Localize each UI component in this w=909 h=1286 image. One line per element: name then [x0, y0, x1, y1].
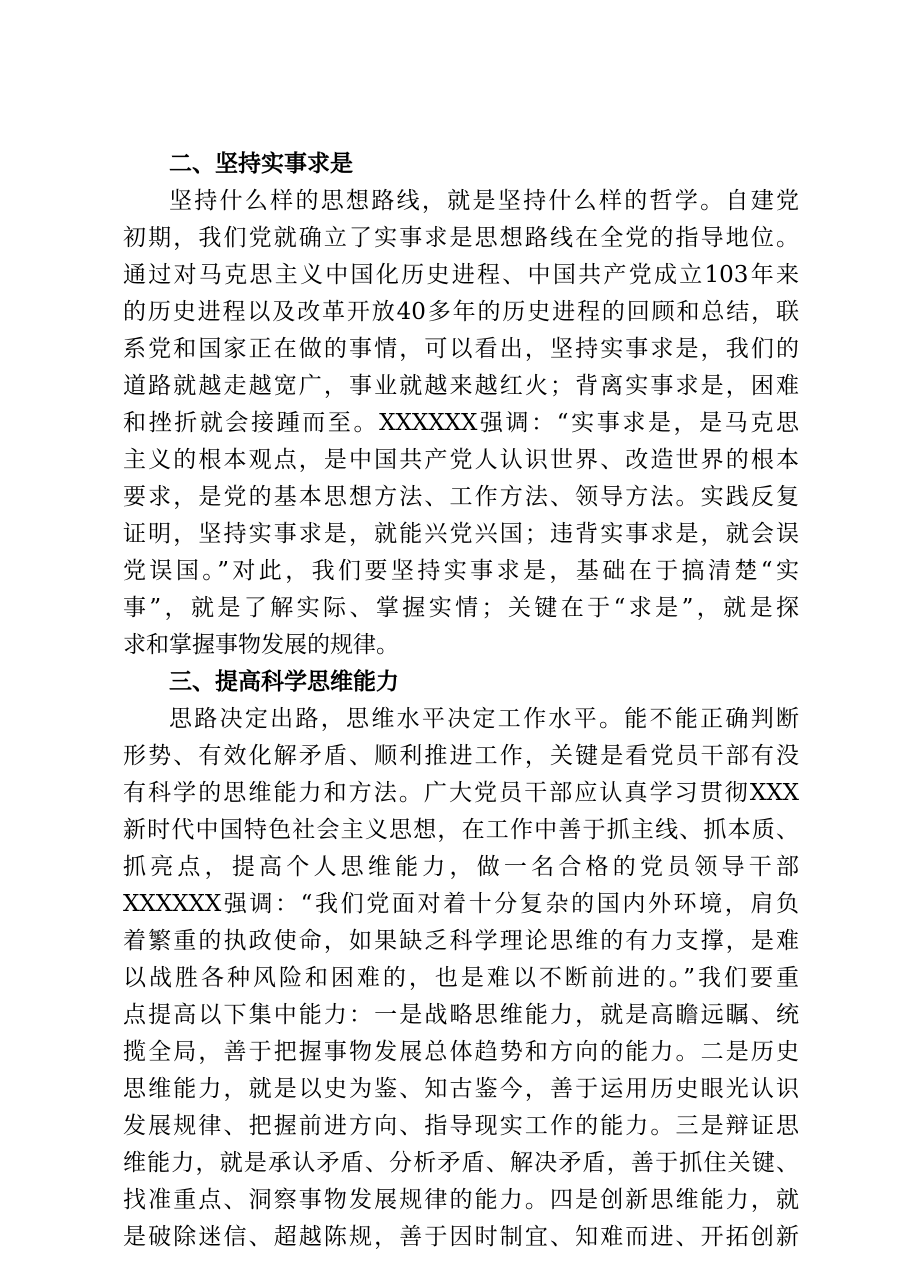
paragraph-line: 通过对马克思主义中国化历史进程、中国共产党成立103年来 [123, 262, 799, 288]
paragraph-line: 坚持什么样的思想路线，就是坚持什么样的哲学。自建党 [169, 188, 799, 214]
paragraph-seek-truth [123, 183, 799, 664]
document-page [123, 146, 799, 1256]
paragraph-line: 抓亮点，提高个人思维能力，做一名合格的党员领导干部 [123, 854, 799, 880]
paragraph-line: 有科学的思维能力和方法。广大党员干部应认真学习贯彻XXX [123, 780, 799, 806]
paragraph-line: 思路决定出路，思维水平决定工作水平。能不能正确判断 [169, 706, 799, 732]
paragraph-line: 党误国。”对此，我们要坚持实事求是，基础在于搞清楚“实 [123, 558, 799, 584]
paragraph-line: 要求，是党的基本思想方法、工作方法、领导方法。实践反复 [123, 484, 799, 510]
paragraph-line: 和挫折就会接踵而至。XXXXXX强调：“实事求是，是马克思 [123, 410, 799, 436]
paragraph-line: 维能力，就是承认矛盾、分析矛盾、解决矛盾，善于抓住关键、 [123, 1150, 799, 1176]
paragraph-line: 主义的根本观点，是中国共产党人认识世界、改造世界的根本 [123, 447, 799, 473]
paragraph-line: 着繁重的执政使命，如果缺乏科学理论思维的有力支撑，是难 [123, 928, 799, 954]
paragraph-line: 的历史进程以及改革开放40多年的历史进程的回顾和总结，联 [123, 299, 799, 325]
section-heading-3: 三、提高科学思维能力 [169, 669, 399, 695]
paragraph-line: 找准重点、洞察事物发展规律的能力。四是创新思维能力，就 [123, 1187, 799, 1213]
paragraph-line: 是破除迷信、超越陈规，善于因时制宜、知难而进、开拓创新 [123, 1224, 799, 1250]
paragraph-line: 以战胜各种风险和困难的，也是难以不断前进的。”我们要重 [123, 965, 799, 991]
section-heading-2: 二、坚持实事求是 [169, 151, 353, 177]
paragraph-line: 证明，坚持实事求是，就能兴党兴国；违背实事求是，就会误 [123, 521, 799, 547]
paragraph-line: 初期，我们党就确立了实事求是思想路线在全党的指导地位。 [123, 225, 799, 251]
paragraph-line: 发展规律、把握前进方向、指导现实工作的能力。三是辩证思 [123, 1113, 799, 1139]
paragraph-line: 道路就越走越宽广，事业就越来越红火；背离实事求是，困难 [123, 373, 799, 399]
paragraph-thinking-ability [123, 701, 799, 1256]
paragraph-line: 揽全局，善于把握事物发展总体趋势和方向的能力。二是历史 [123, 1039, 799, 1065]
paragraph-line: 事”，就是了解实际、掌握实情；关键在于“求是”，就是探 [123, 595, 799, 621]
paragraph-line: 新时代中国特色社会主义思想，在工作中善于抓主线、抓本质、 [123, 817, 799, 843]
paragraph-line: 思维能力，就是以史为鉴、知古鉴今，善于运用历史眼光认识 [123, 1076, 799, 1102]
paragraph-line: 点提高以下集中能力：一是战略思维能力，就是高瞻远瞩、统 [123, 1002, 799, 1028]
paragraph-line: 系党和国家正在做的事情，可以看出，坚持实事求是，我们的 [123, 336, 799, 362]
paragraph-line: 求和掌握事物发展的规律。 [123, 632, 399, 658]
paragraph-line: XXXXXX强调：“我们党面对着十分复杂的国内外环境，肩负 [123, 891, 799, 917]
paragraph-line: 形势、有效化解矛盾、顺利推进工作，关键是看党员干部有没 [123, 743, 799, 769]
